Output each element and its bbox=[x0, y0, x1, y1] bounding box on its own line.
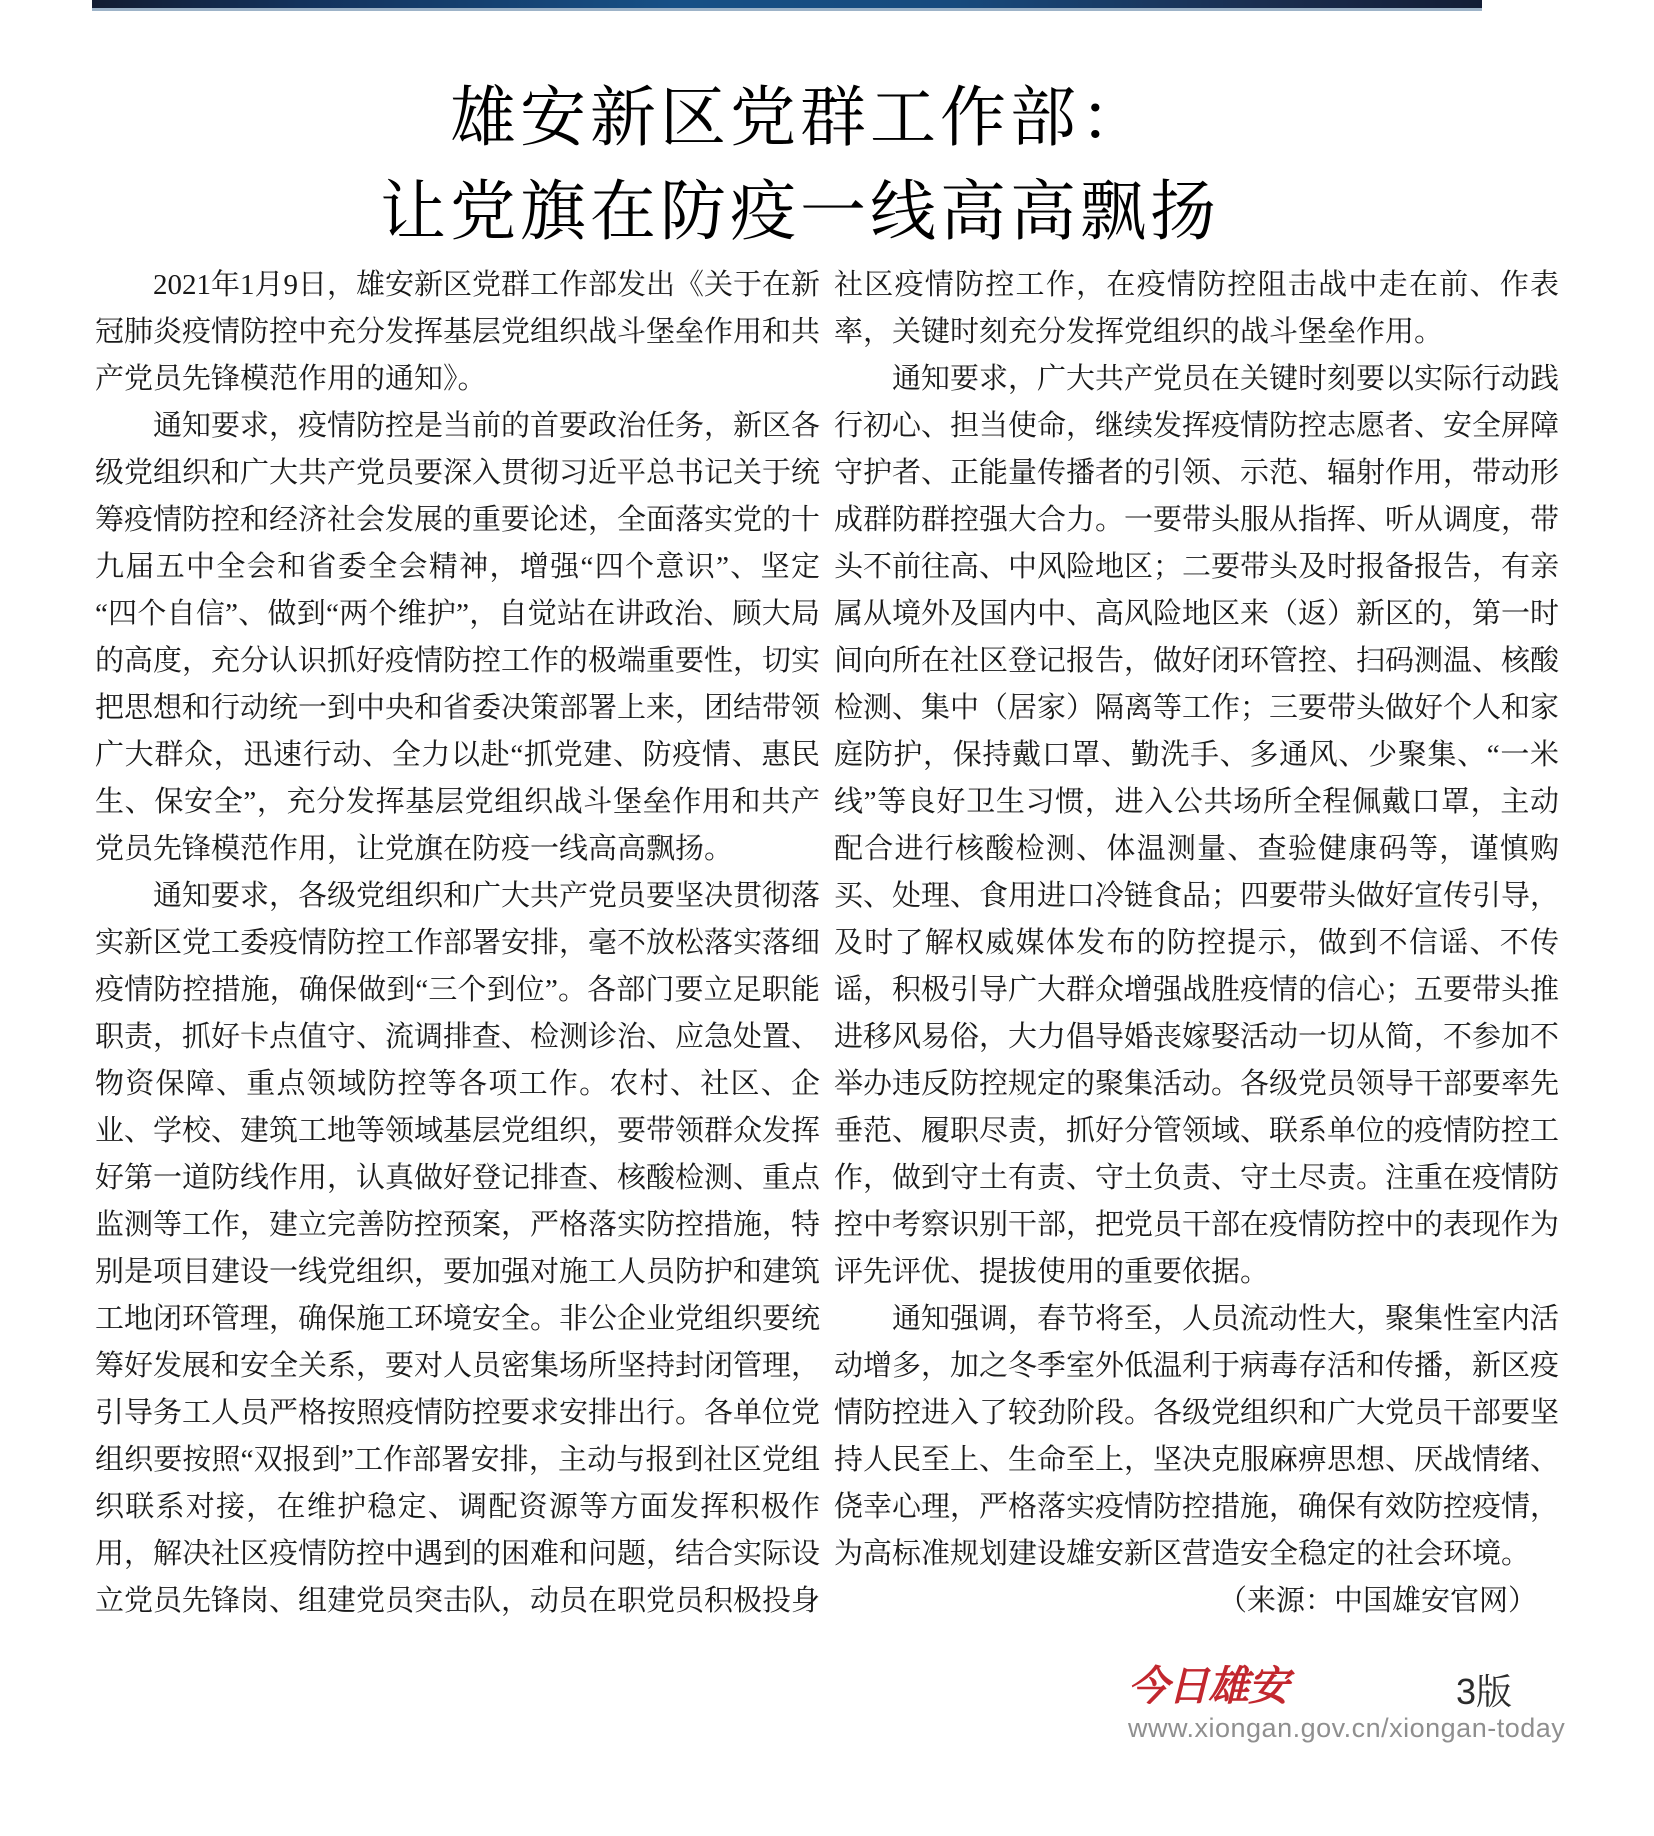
paragraph: 通知要求，广大共产党员在关键时刻要以实际行动践行初心、担当使命，继续发挥疫情防控志愿者、安全屏障守护者、正能量传播者的引领、示范、辐射作用，带动形成群防群控强大合力。一要带头服从指挥、听从调度，带头不前往高、中风险地区；二要带头及时报备报告，有亲属从境外及国内中、高风险地区来（返）新区的，第一时间向所在社区登记报告，做好闭环管控、扫码测温、核酸检测、集中（居家）隔离等工作；三要带头做好个人和家庭防护，保持戴口罩、勤洗手、多通风、少聚集、“一米线”等良好卫生习惯，进入公共场所全程佩戴口罩，主动配合进行核酸检测、体温测量、查验健康码等，谨慎购买、处理、食用进口冷链食品；四要带头做好宣传引导，及时了解权威媒体发布的防控提示，做到不信谣、不传谣，积极引导广大群众增强战胜疫情的信心；五要带头推进移风易俗，大力倡导婚丧嫁娶活动一切从简，不参加不举办违反防控规定的聚集活动。各级党员领导干部要率先垂范、履职尽责，抓好分管领域、联系单位的疫情防控工作，做到守土有责、守土负责、守土尽责。注重在疫情防控中考察识别干部，把党员干部在疫情防控中的表现作为评先评优、提拔使用的重要依据。 bbox=[834, 363, 1560, 1288]
paragraph: 社区疫情防控工作，在疫情防控阻击战中走在前、作表率，关键时刻充分发挥党组织的战斗堡垒作用。 bbox=[834, 269, 1559, 348]
site-url: www.xiongan.gov.cn/xiongan-today bbox=[1128, 1713, 1566, 1743]
title-line-1: 雄安新区党群工作部： bbox=[450, 82, 1150, 156]
column-right bbox=[834, 262, 1559, 1625]
paragraph: 通知要求，疫情防控是当前的首要政治任务，新区各级党组织和广大共产党员要深入贯彻习近平总书记关于统筹疫情防控和经济社会发展的重要论述，全面落实党的十九届五中全会和省委全会精神，增强“四个意识”、坚定“四个自信”、做到“两个维护”，自觉站在讲政治、顾大局的高度，充分认识抓好疫情防控工作的极端重要性，切实把思想和行动统一到中央和省委决策部署上来，团结带领广大群众，迅速行动、全力以赴“抓党建、防疫情、惠民生、保安全”，充分发挥基层党组织战斗堡垒作用和共产党员先锋模范作用，让党旗在防疫一线高高飘扬。 bbox=[95, 410, 821, 865]
top-accent-rule bbox=[92, 0, 1482, 11]
paragraph: 2021年1月9日，雄安新区党群工作部发出《关于在新冠肺炎疫情防控中充分发挥基层党组织战斗堡垒作用和共产党员先锋模范作用的通知》。 bbox=[95, 269, 821, 395]
source-attribution: （来源：中国雄安官网） bbox=[1217, 1585, 1537, 1617]
page-number: 3版 bbox=[1456, 1671, 1513, 1712]
column-left bbox=[95, 262, 820, 1625]
title-line-2: 让党旗在防疫一线高高飘扬 bbox=[380, 176, 1220, 250]
paragraph: 通知要求，各级党组织和广大共产党员要坚决贯彻落实新区党工委疫情防控工作部署安排，毫不放松落实落细疫情防控措施，确保做到“三个到位”。各部门要立足职能职责，抓好卡点值守、流调排查、检测诊治、应急处置、物资保障、重点领域防控等各项工作。农村、社区、企业、学校、建筑工地等领域基层党组织，要带领群众发挥好第一道防线作用，认真做好登记排查、核酸检测、重点监测等工作，建立完善防控预案，严格落实防控措施，特别是项目建设一线党组织，要加强对施工人员防护和建筑工地闭环管理，确保施工环境安全。非公企业党组织要统筹好发展和安全关系，要对人员密集场所坚持封闭管理，引导务工人员严格按照疫情防控要求安排出行。各单位党组织要按照“双报到”工作部署安排，主动与报到社区党组织联系对接，在维护稳定、调配资源等方面发挥积极作用，解决社区疫情防控中遇到的困难和问题，结合实际设立党员先锋岗、组建党员突击队，动员在职党员积极投身 bbox=[95, 880, 821, 1617]
article-title bbox=[95, 72, 1505, 260]
paragraph: 通知强调，春节将至，人员流动性大，聚集性室内活动增多，加之冬季室外低温利于病毒存活和传播，新区疫情防控进入了较劲阶段。各级党组织和广大党员干部要坚持人民至上、生命至上，坚决克服麻痹思想、厌战情绪、侥幸心理，严格落实疫情防控措施，确保有效防控疫情，为高标准规划建设雄安新区营造安全稳定的社会环境。 bbox=[834, 1303, 1560, 1570]
masthead-logo: 今日雄安 bbox=[1128, 1663, 1288, 1709]
article-body bbox=[95, 262, 1559, 1625]
